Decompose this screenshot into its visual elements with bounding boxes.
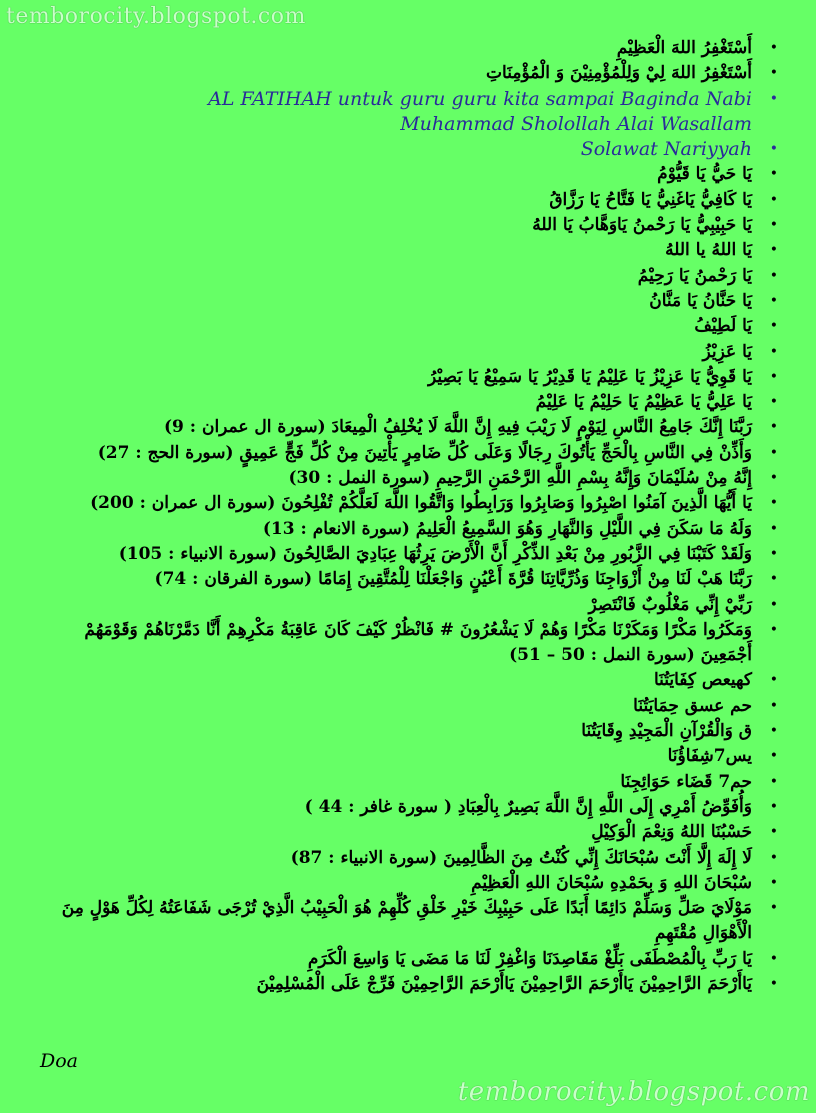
item-text: حَسْبُنَا اللهُ وَنِعْمَ الْوَكِيْلِ	[591, 822, 752, 843]
item-text: وَلَهُ مَا سَكَنَ فِي اللَّيْلِ وَالنَّهَارِ وَهُوَ السَّمِيعُ الْعَلِيمُ (سورة الانعام : 13)	[262, 518, 752, 539]
list-item	[40, 846, 790, 871]
bullet: •	[769, 343, 778, 360]
item-text: يَا لَطِيْفُ	[694, 316, 752, 337]
item-text: يَا حَنَّانُ يَا مَنَّانُ	[649, 290, 752, 311]
watermark-top: temborocity.blogspot.com	[6, 4, 306, 29]
item-text: يَا عَلِيُّ يَا عَظِيْمُ يَا حَلِيْمُ يَا عَلِيْمُ	[535, 392, 752, 413]
list-item	[40, 441, 790, 466]
list-item	[40, 137, 790, 162]
item-text: Solawat Nariyyah	[580, 138, 752, 161]
list-item	[40, 947, 790, 972]
item-text: يَا أَيُّهَا الَّذِينَ آمَنُوا اصْبِرُوا وَصَابِرُوا وَرَابِطُوا وَاتَّقُوا اللَّهَ لَعَلَّكُمْ تُفْلِحُونَ (سورة ال عمران : 200)	[90, 493, 752, 514]
bullet: •	[769, 470, 778, 487]
bullet: •	[769, 141, 778, 158]
bullet: •	[769, 191, 778, 208]
list-item	[40, 491, 790, 516]
item-text: حم عسق حِمَايَتُنَا	[633, 695, 752, 716]
item-text: مَوْلَايَ صَلِّ وَسَلِّمْ دَائِمًا أَبَدًا عَلَى حَبِيْبِكَ خَيْرِ خَلْقِ كُلِّهِمْ هُوَ الْحَبِيْبُ الَّذِيْ تُرْجَى شَفَاعَتُهُ لِكُلِّ هَوْلٍ مِنَ الْأَهْوَالِ مُقْتَهِمِ	[61, 898, 752, 944]
bullet: •	[769, 217, 778, 234]
bullet: •	[769, 90, 778, 107]
list-item	[40, 466, 790, 491]
bullet: •	[769, 419, 778, 436]
bullet: •	[769, 748, 778, 765]
list-item	[40, 972, 790, 997]
list-item	[40, 264, 790, 289]
bullet: •	[769, 166, 778, 183]
bullet: •	[769, 368, 778, 385]
item-text: كهيعص كِفَايَتُنَا	[653, 670, 752, 691]
bullet: •	[769, 394, 778, 411]
list-item	[40, 61, 790, 86]
bullet: •	[769, 874, 778, 891]
list-item	[40, 567, 790, 592]
bullet: •	[769, 495, 778, 512]
bullet: •	[769, 65, 778, 82]
list-item	[40, 188, 790, 213]
footer-doa: Doa	[40, 1050, 78, 1072]
bullet: •	[769, 849, 778, 866]
list-item	[40, 289, 790, 314]
item-text: يَا حَبِيْبِيُّ يَا رَحْمنُ يَاوَهَّابُ يَا اللهُ	[532, 215, 752, 236]
bullet: •	[769, 292, 778, 309]
bullet: •	[769, 672, 778, 689]
item-text: إِنَّهُ مِنْ سُلَيْمَانَ وَإِنَّهُ بِسْمِ اللَّهِ الرَّحْمَنِ الرَّحِيمِ (سورة النمل : 30)	[288, 468, 752, 489]
list-item	[40, 618, 790, 669]
bullet: •	[769, 596, 778, 613]
list-item	[40, 871, 790, 896]
bullet: •	[769, 267, 778, 284]
dua-list	[40, 36, 790, 997]
bullet: •	[769, 900, 778, 917]
list-item	[40, 593, 790, 618]
list-item	[40, 314, 790, 339]
bullet: •	[769, 975, 778, 992]
item-text: رَبَّنَا هَبْ لَنَا مِنْ أَزْوَاجِنَا وَذُرِّيَّاتِنَا قُرَّةَ أَعْيُنٍ وَاجْعَلْنَا لِلْمُتَّقِينَ إِمَامًا (سورة الفرقان : 74)	[154, 569, 752, 590]
item-text: رَبَّنَا إِنَّكَ جَامِعُ النَّاسِ لِيَوْمٍ لَا رَيْبَ فِيهِ إِنَّ اللَّهَ لَا يُخْلِفُ الْمِيعَادَ (سورة ال عمران : 9)	[163, 417, 752, 438]
bullet: •	[769, 318, 778, 335]
item-text: وَمَكَرُوا مَكْرًا وَمَكَرْنَا مَكْرًا وَهُمْ لَا يَشْعُرُونَ # فَانْظُرْ كَيْفَ كَانَ عَاقِبَةُ مَكْرِهِمْ أَنَّا دَمَّرْنَاهُمْ وَقَوْمَهُمْ أَجْمَعِينَ (سورة النمل : 50 – 51)	[84, 619, 752, 666]
item-text: أَسْتَغْفِرُ اللهَ لِيْ وَلِلْمُؤْمِنِيْنَ وَ الْمُؤْمِنَاتِ	[486, 63, 752, 84]
list-item	[40, 415, 790, 440]
bullet: •	[769, 242, 778, 259]
item-text: AL FATIHAH untuk guru guru kita sampai Baginda Nabi Muhammad Sholollah Alai Wasallam	[208, 87, 752, 135]
bullet: •	[769, 798, 778, 815]
item-text: يَا حَيُّ يَا قَيُّوْمُ	[657, 164, 752, 185]
list-item	[40, 694, 790, 719]
list-item	[40, 770, 790, 795]
list-item	[40, 162, 790, 187]
list-item	[40, 542, 790, 567]
bullet: •	[769, 697, 778, 714]
bullet: •	[769, 545, 778, 562]
list-item	[40, 820, 790, 845]
item-text: رَبِّيْ إِنِّي مَغْلُوبٌ فَانْتَصِرْ	[588, 594, 752, 615]
item-text: وَلَقَدْ كَتَبْنَا فِي الزَّبُورِ مِنْ بَعْدِ الذِّكْرِ أَنَّ الْأَرْضَ يَرِثُهَا عِبَادِيَ الصَّالِحُونَ (سورة الانبياء : 105)	[118, 543, 752, 564]
list-item	[40, 517, 790, 542]
item-text: يَا رَبِّ بِالْمُصْطَفَى بَلِّغْ مَقَاصِدَنَا وَاغْفِرْ لَنَا مَا مَضَى يَا وَاسِعَ الْكَرَمِ	[307, 948, 752, 969]
bullet: •	[769, 621, 778, 638]
item-text: لَا إِلَهَ إِلَّا أَنْتَ سُبْحَانَكَ إِنِّي كُنْتُ مِنَ الظَّالِمِينَ (سورة الانبياء : 87)	[290, 847, 752, 868]
item-text: يس7شِفَاؤُنَا	[667, 746, 752, 767]
item-text: يَا عَزِيْزُ	[702, 341, 752, 362]
item-text: حم7 قَضَاء حَوَائِجِنَا	[620, 771, 752, 792]
bullet: •	[769, 950, 778, 967]
bullet: •	[769, 571, 778, 588]
list-item	[40, 340, 790, 365]
list-item	[40, 238, 790, 263]
list-item	[40, 719, 790, 744]
bullet: •	[769, 723, 778, 740]
item-text: يَا قَوِيُّ يَا عَزِيْزُ يَا عَلِيْمُ يَا قَدِيْرُ يَا سَمِيْعُ يَا بَصِيْرُ	[427, 366, 752, 387]
list-item	[40, 365, 790, 390]
item-text: أَسْتَغْفِرُ اللهَ الْعَظِيْمِ	[616, 38, 752, 58]
item-text: يَا رَحْمنُ يَا رَحِيْمُ	[637, 265, 752, 286]
item-text: وَأَذِّنْ فِي النَّاسِ بِالْحَجِّ يَأْتُوكَ رِجَالًا وَعَلَى كُلِّ ضَامِرٍ يَأْتِينَ مِنْ كُلِّ فَجٍّ عَمِيقٍ (سورة الحج : 27)	[97, 442, 752, 463]
item-text: وَأُفَوِّضُ أَمْرِي إِلَى اللَّهِ إِنَّ اللَّهَ بَصِيرٌ بِالْعِبَادِ ( سورة غافر : 44 )	[304, 796, 752, 817]
list-item	[40, 390, 790, 415]
list-item	[40, 795, 790, 820]
list-item	[40, 744, 790, 769]
watermark-bottom: temborocity.blogspot.com	[457, 1077, 810, 1107]
bullet: •	[769, 824, 778, 841]
item-text: ق وَالْقُرْآنِ الْمَجِيْدِ وِقَايَتُنَا	[581, 721, 752, 742]
list-item	[40, 87, 790, 138]
item-text: يَا اللهُ يا اللهُ	[665, 240, 752, 261]
list-item	[40, 896, 790, 947]
list-item	[40, 668, 790, 693]
bullet: •	[769, 444, 778, 461]
bullet: •	[769, 40, 778, 56]
item-text: يَاأَرْحَمَ الرَّاحِمِيْنَ يَاأَرْحَمَ الرَّاحِمِيْنَ يَاأَرْحَمَ الرَّاحِمِيْنَ فَرِّجْ عَلَى الْمُسْلِمِيْنَ	[256, 973, 752, 994]
item-text: يَا كَافِيُّ يَاغَنِيُّ يَا فَتَّاحُ يَا رَزَّاقُ	[549, 189, 752, 210]
item-text: سُبْحَانَ اللهِ وَ بِحَمْدِهِ سُبْحَانَ اللهِ الْعَظِيْمِ	[471, 872, 752, 893]
bullet: •	[769, 773, 778, 790]
list-item	[40, 36, 790, 61]
list-item	[40, 213, 790, 238]
bullet: •	[769, 520, 778, 537]
